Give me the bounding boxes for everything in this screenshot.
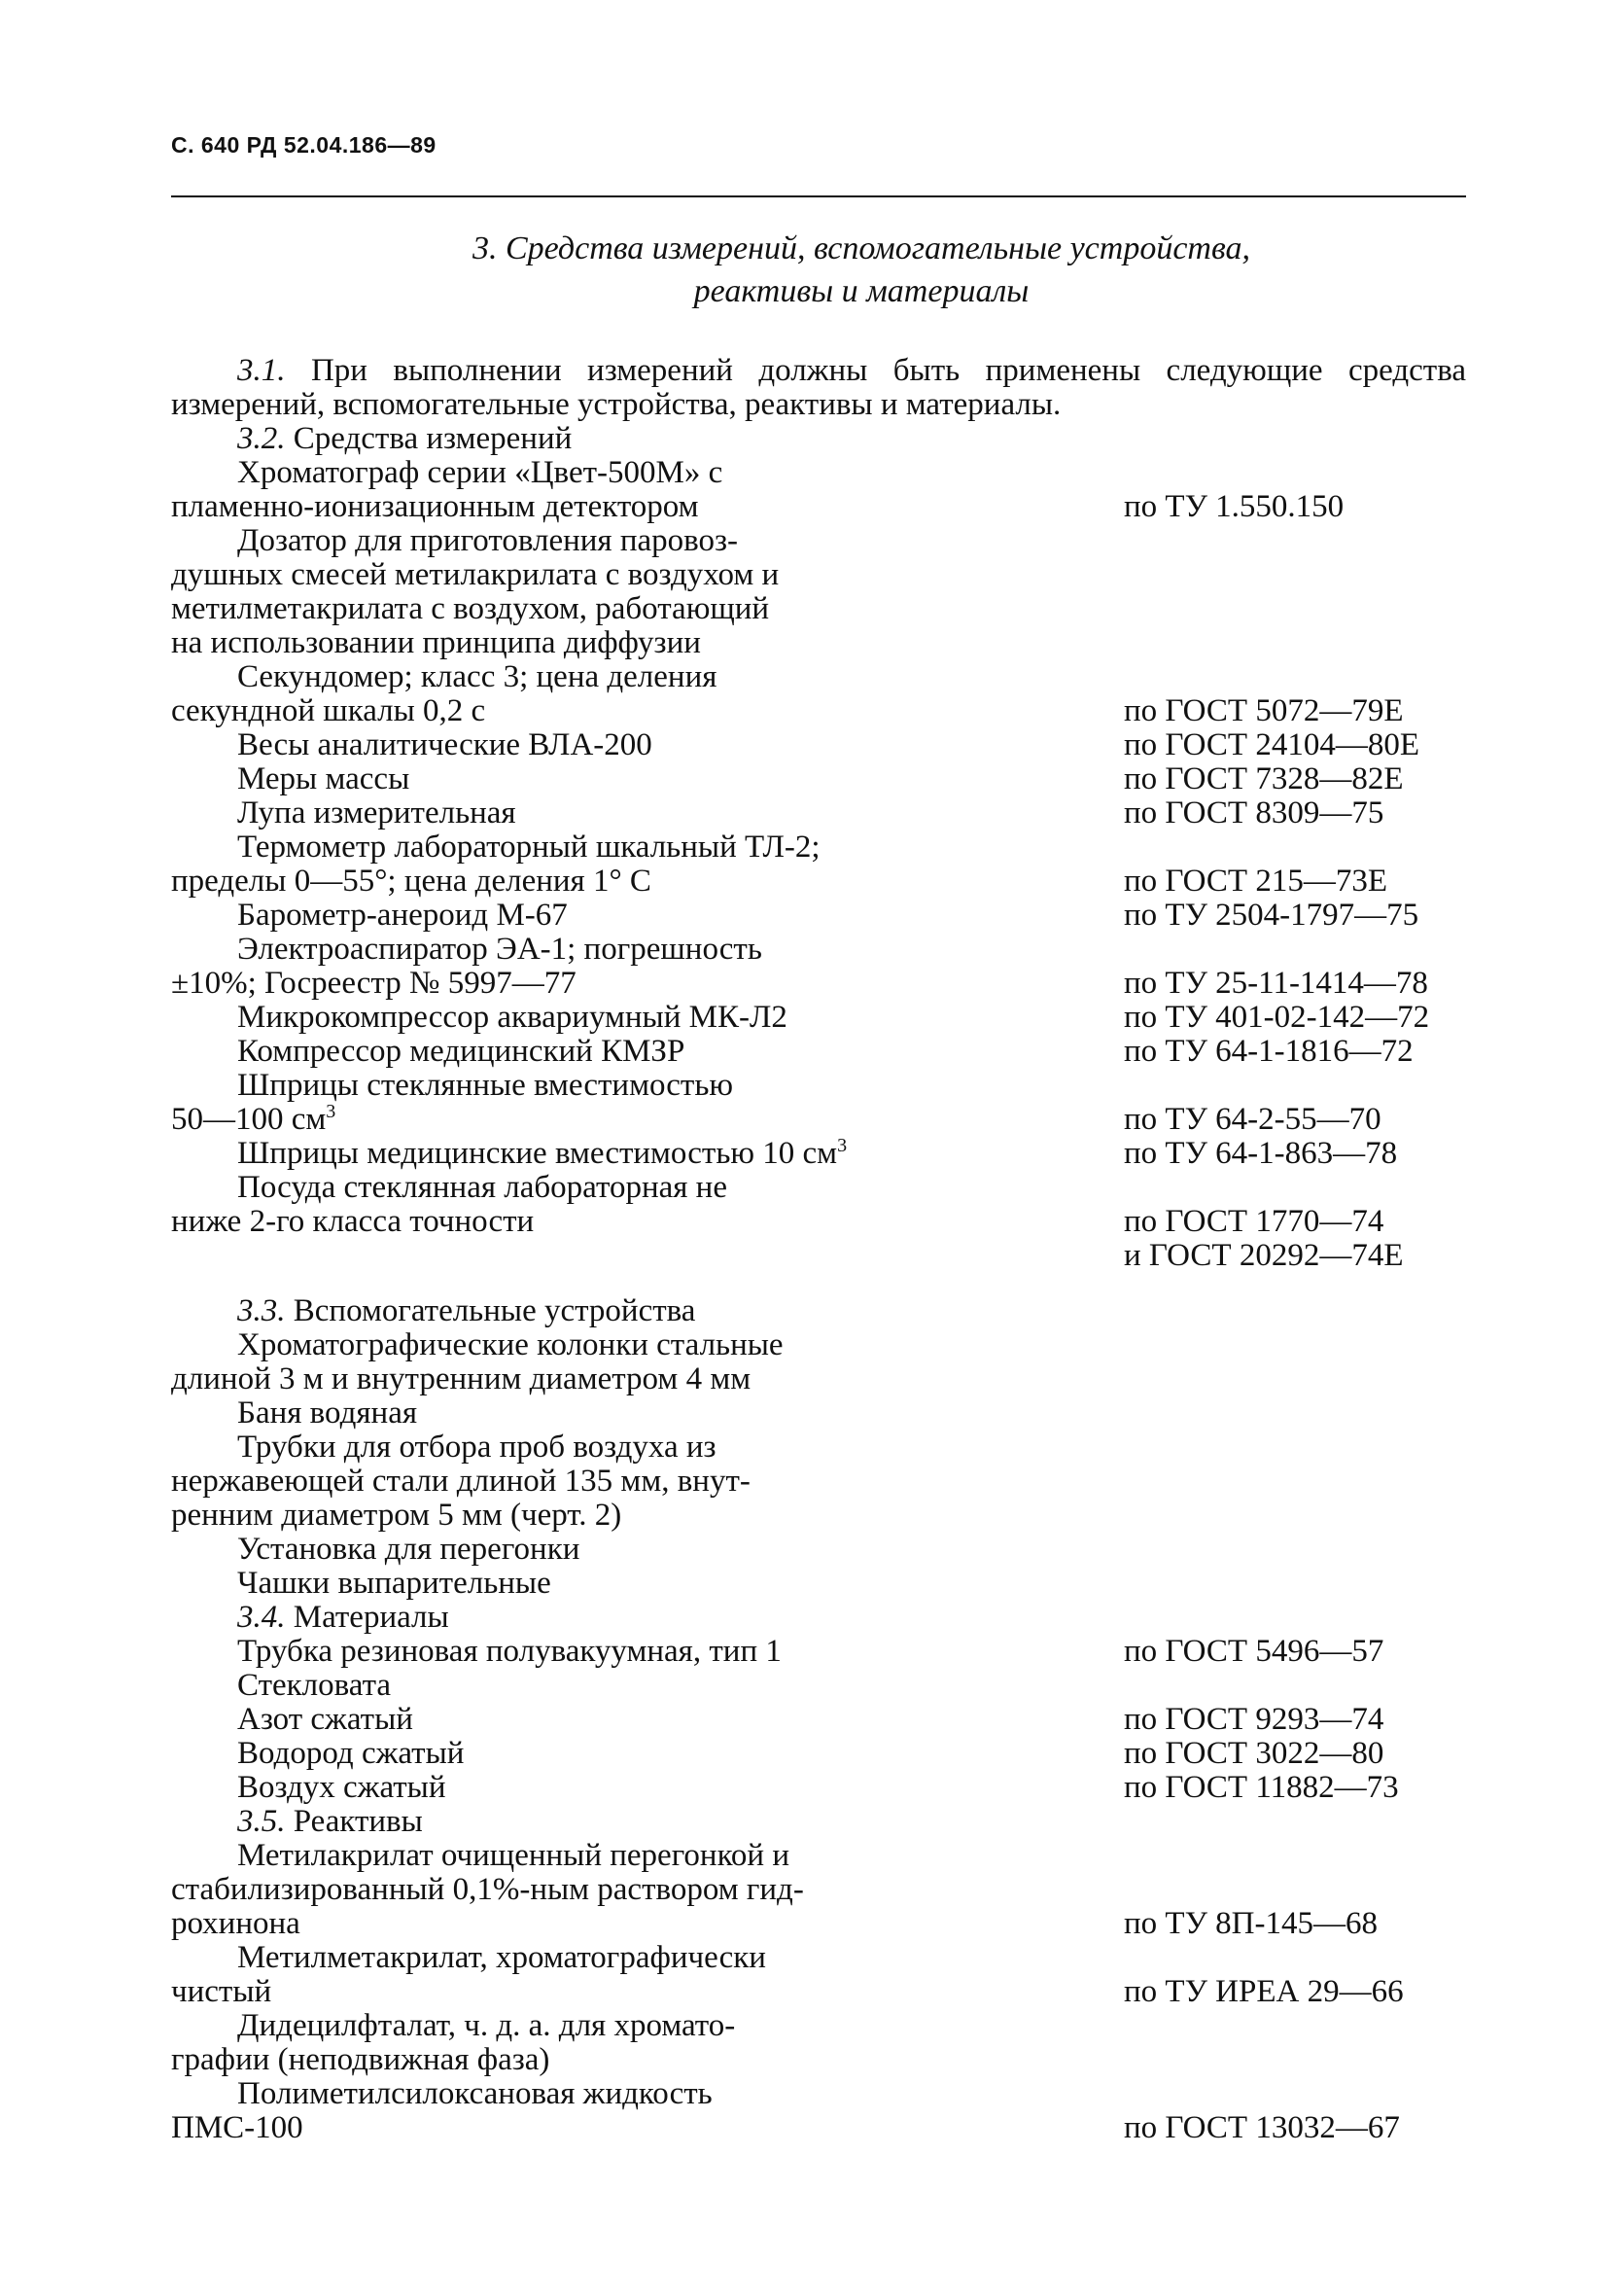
section-title-line-2: реактивы и материалы — [693, 273, 1030, 309]
item-text-line: стабилизированный 0,1%-ным раствором гид- — [171, 1872, 804, 1907]
section-heading-reagents — [171, 1805, 1466, 1839]
standard-ref-line: по ГОСТ 5496—57 — [1124, 1634, 1384, 1669]
section-title-line-1: 3. Средства измерений, вспомогательные устройства, — [472, 230, 1250, 266]
section-number: 3.5. — [237, 1804, 286, 1839]
list-item — [171, 524, 1466, 660]
item-description — [171, 728, 949, 762]
item-description — [171, 1171, 949, 1239]
standard-ref-line: по ТУ 401-02-142—72 — [1124, 1000, 1430, 1035]
intro-text: При выполнении измерений должны быть применены следующие средства измерений, вспомогательные устройства, реактивы и материалы. — [171, 353, 1466, 422]
list-item — [171, 1069, 1466, 1137]
item-description — [171, 1669, 949, 1703]
item-standard-ref — [949, 865, 1466, 899]
list-item — [171, 1035, 1466, 1069]
standard-ref-line: по ГОСТ 1770—74 — [1124, 1204, 1384, 1239]
standard-ref-line: по ГОСТ 24104—80Е — [1124, 727, 1419, 762]
item-description — [171, 660, 949, 728]
item-text-line: Термометр лабораторный шкальный ТЛ-2; — [237, 830, 821, 865]
item-description — [171, 2009, 949, 2077]
item-standard-ref — [949, 1635, 1466, 1669]
item-standard-ref — [949, 1907, 1466, 1941]
item-standard-ref — [949, 1137, 1466, 1171]
item-text-line: Хроматограф серии «Цвет-500М» с — [237, 455, 723, 490]
list-item — [171, 1328, 1466, 1396]
list-item — [171, 728, 1466, 762]
standard-ref-line: по ТУ 64-1-863—78 — [1124, 1136, 1398, 1171]
list-item — [171, 2077, 1466, 2145]
item-text-line: Весы аналитические ВЛА-200 — [237, 727, 652, 762]
list-item — [171, 2009, 1466, 2077]
item-text-line: Баня водяная — [237, 1395, 418, 1431]
item-standard-ref — [949, 1171, 1466, 1273]
standard-ref-line: по ТУ 64-2-55—70 — [1124, 1102, 1381, 1137]
item-description — [171, 1635, 949, 1669]
item-text-line: нержавеющей стали длиной 135 мм, внут- — [171, 1464, 751, 1499]
item-description — [171, 1737, 949, 1771]
item-standard-ref — [949, 1771, 1466, 1805]
item-standard-ref — [949, 899, 1466, 933]
item-text: Шприцы медицинские вместимостью 10 см — [237, 1136, 838, 1171]
item-text-line: Трубка резиновая полувакуумная, тип 1 — [237, 1634, 782, 1669]
standard-ref-line: по ГОСТ 9293—74 — [1124, 1702, 1384, 1737]
section-heading-auxiliary-devices — [171, 1294, 1466, 1328]
item-description — [171, 1328, 949, 1396]
item-text-line: метилметакрилата с воздухом, работающий — [171, 591, 770, 626]
item-text-line — [171, 1137, 949, 1171]
item-standard-ref — [949, 694, 1466, 728]
section-heading-text: Средства измерений — [285, 421, 573, 456]
standard-ref-line: по ГОСТ 215—73Е — [1124, 864, 1387, 899]
item-text-line: Метилакрилат очищенный перегонкой и — [237, 1838, 789, 1873]
section-number: 3.2. — [237, 421, 286, 456]
standard-ref-line: и ГОСТ 20292—74Е — [1124, 1238, 1404, 1273]
item-text-line: ПМС-100 — [171, 2110, 303, 2145]
section-heading-materials — [171, 1601, 1466, 1635]
item-description — [171, 524, 949, 660]
list-item — [171, 1703, 1466, 1737]
standard-ref-line: по ГОСТ 3022—80 — [1124, 1736, 1384, 1771]
item-text-line: на использовании принципа диффузии — [171, 625, 701, 660]
section-title — [171, 228, 1466, 313]
item-text-line: Лупа измерительная — [237, 795, 516, 830]
item-text-line: Посуда стеклянная лабораторная не — [237, 1170, 727, 1205]
item-standard-ref — [949, 762, 1466, 796]
section-number: 3.4. — [237, 1600, 286, 1635]
item-text-line: графии (неподвижная фаза) — [171, 2042, 550, 2077]
section-heading-text: Материалы — [285, 1600, 449, 1635]
item-text-line: Чашки выпарительные — [237, 1566, 551, 1601]
list-item — [171, 1137, 1466, 1171]
item-text-line: Барометр-анероид М-67 — [237, 898, 568, 933]
item-description — [171, 899, 949, 933]
item-text-line: Стекловата — [237, 1668, 392, 1703]
item-description — [171, 1431, 949, 1533]
item-text-line: Дозатор для приготовления паровоз- — [237, 523, 739, 558]
item-standard-ref — [949, 490, 1466, 524]
item-description — [171, 1137, 949, 1171]
list-item — [171, 660, 1466, 728]
standard-ref-line: по ГОСТ 11882—73 — [1124, 1770, 1399, 1805]
list-item — [171, 1635, 1466, 1669]
item-text-line: душных смесей метилакрилата с воздухом и — [171, 557, 780, 592]
list-item — [171, 1737, 1466, 1771]
section-heading-measuring-instruments — [171, 422, 1466, 456]
list-item — [171, 1431, 1466, 1533]
item-standard-ref — [949, 967, 1466, 1001]
section-number: 3.3. — [237, 1293, 286, 1328]
intro-number: 3.1. — [237, 353, 286, 388]
item-text-line: Шприцы стеклянные вместимостью — [237, 1068, 734, 1103]
item-text-line: Секундомер; класс 3; цена деления — [237, 659, 717, 694]
item-text-line: Водород сжатый — [237, 1736, 465, 1771]
item-description — [171, 933, 949, 1001]
item-text-line: Микрокомпрессор аквариумный МК-Л2 — [237, 1000, 787, 1035]
standard-ref-line: по ТУ 1.550.150 — [1124, 489, 1345, 524]
item-description — [171, 1035, 949, 1069]
list-item — [171, 830, 1466, 899]
list-item — [171, 933, 1466, 1001]
item-text-line — [171, 1103, 949, 1137]
item-text-line: Воздух сжатый — [237, 1770, 446, 1805]
item-standard-ref — [949, 2111, 1466, 2145]
header-divider — [171, 195, 1466, 197]
item-description — [171, 1771, 949, 1805]
item-text-line: ±10%; Госреестр № 5997—77 — [171, 966, 577, 1001]
list-item — [171, 762, 1466, 796]
item-standard-ref — [949, 796, 1466, 830]
item-description — [171, 1069, 949, 1137]
standard-ref-line: по ТУ 2504-1797—75 — [1124, 898, 1419, 933]
item-text-line: Электроаспиратор ЭА-1; погрешность — [237, 932, 762, 967]
item-description — [171, 762, 949, 796]
list-item — [171, 1001, 1466, 1035]
list-item — [171, 1771, 1466, 1805]
list-item — [171, 1396, 1466, 1431]
list-item — [171, 1533, 1466, 1567]
item-text-line: рохинона — [171, 1906, 300, 1941]
list-item — [171, 1941, 1466, 2009]
item-description — [171, 1567, 949, 1601]
item-text-line: Меры массы — [237, 761, 410, 796]
standard-ref-line: по ТУ ИРЕА 29—66 — [1124, 1974, 1404, 2009]
item-standard-ref — [949, 1975, 1466, 2009]
item-standard-ref — [949, 728, 1466, 762]
item-text-line: Полиметилсилоксановая жидкость — [237, 2076, 713, 2111]
section-gap — [171, 1273, 1466, 1294]
item-text-line: Установка для перегонки — [237, 1532, 580, 1567]
item-description — [171, 456, 949, 524]
item-description — [171, 1703, 949, 1737]
item-text-line: пределы 0—55°; цена деления 1° С — [171, 864, 651, 899]
item-standard-ref — [949, 1703, 1466, 1737]
standard-ref-line: по ГОСТ 13032—67 — [1124, 2110, 1400, 2145]
item-standard-ref — [949, 1035, 1466, 1069]
standard-ref-line: по ТУ 8П-145—68 — [1124, 1906, 1379, 1941]
list-item — [171, 1669, 1466, 1703]
list-item — [171, 1839, 1466, 1941]
item-description — [171, 1396, 949, 1431]
item-text-line: Дидецилфталат, ч. д. а. для хромато- — [237, 2008, 736, 2043]
section-heading-text: Вспомогательные устройства — [285, 1293, 696, 1328]
section-heading-text: Реактивы — [285, 1804, 423, 1839]
standard-ref-line: по ТУ 64-1-1816—72 — [1124, 1034, 1414, 1069]
standard-ref-line: по ГОСТ 5072—79Е — [1124, 693, 1404, 728]
item-text-line: Азот сжатый — [237, 1702, 413, 1737]
item-description — [171, 1001, 949, 1035]
item-standard-ref — [949, 1737, 1466, 1771]
standard-ref-line: по ГОСТ 8309—75 — [1124, 795, 1384, 830]
item-description — [171, 1941, 949, 2009]
item-text-line: длиной 3 м и внутренним диаметром 4 мм — [171, 1361, 752, 1396]
item-text-line: секундной шкалы 0,2 с — [171, 693, 486, 728]
item-standard-ref — [949, 1001, 1466, 1035]
standard-ref-line: по ГОСТ 7328—82Е — [1124, 761, 1404, 796]
superscript: 3 — [837, 1135, 848, 1156]
list-item — [171, 796, 1466, 830]
item-standard-ref — [949, 1103, 1466, 1137]
document-body — [171, 422, 1466, 2145]
item-text-line: пламенно-ионизационным детектором — [171, 489, 699, 524]
intro-paragraph — [171, 354, 1466, 422]
item-text-line: ренним диаметром 5 мм (черт. 2) — [171, 1498, 622, 1533]
item-text-line: Метилметакрилат, хроматографически — [237, 1940, 766, 1975]
superscript: 3 — [326, 1101, 336, 1122]
item-description — [171, 2077, 949, 2145]
standard-ref-line: по ТУ 25-11-1414—78 — [1124, 966, 1428, 1001]
item-text-line: Компрессор медицинский КМЗР — [237, 1034, 685, 1069]
item-description — [171, 830, 949, 899]
item-description — [171, 1839, 949, 1941]
item-description — [171, 1533, 949, 1567]
list-item — [171, 1567, 1466, 1601]
list-item — [171, 456, 1466, 524]
page-header: С. 640 РД 52.04.186—89 — [171, 132, 437, 158]
item-text: 50—100 см — [171, 1102, 327, 1137]
item-text-line: ниже 2-го класса точности — [171, 1204, 535, 1239]
item-text-line: Хроматографические колонки стальные — [237, 1327, 784, 1362]
item-text-line: чистый — [171, 1974, 272, 2009]
list-item — [171, 1171, 1466, 1273]
item-description — [171, 796, 949, 830]
item-text-line: Трубки для отбора проб воздуха из — [237, 1430, 717, 1465]
list-item — [171, 899, 1466, 933]
